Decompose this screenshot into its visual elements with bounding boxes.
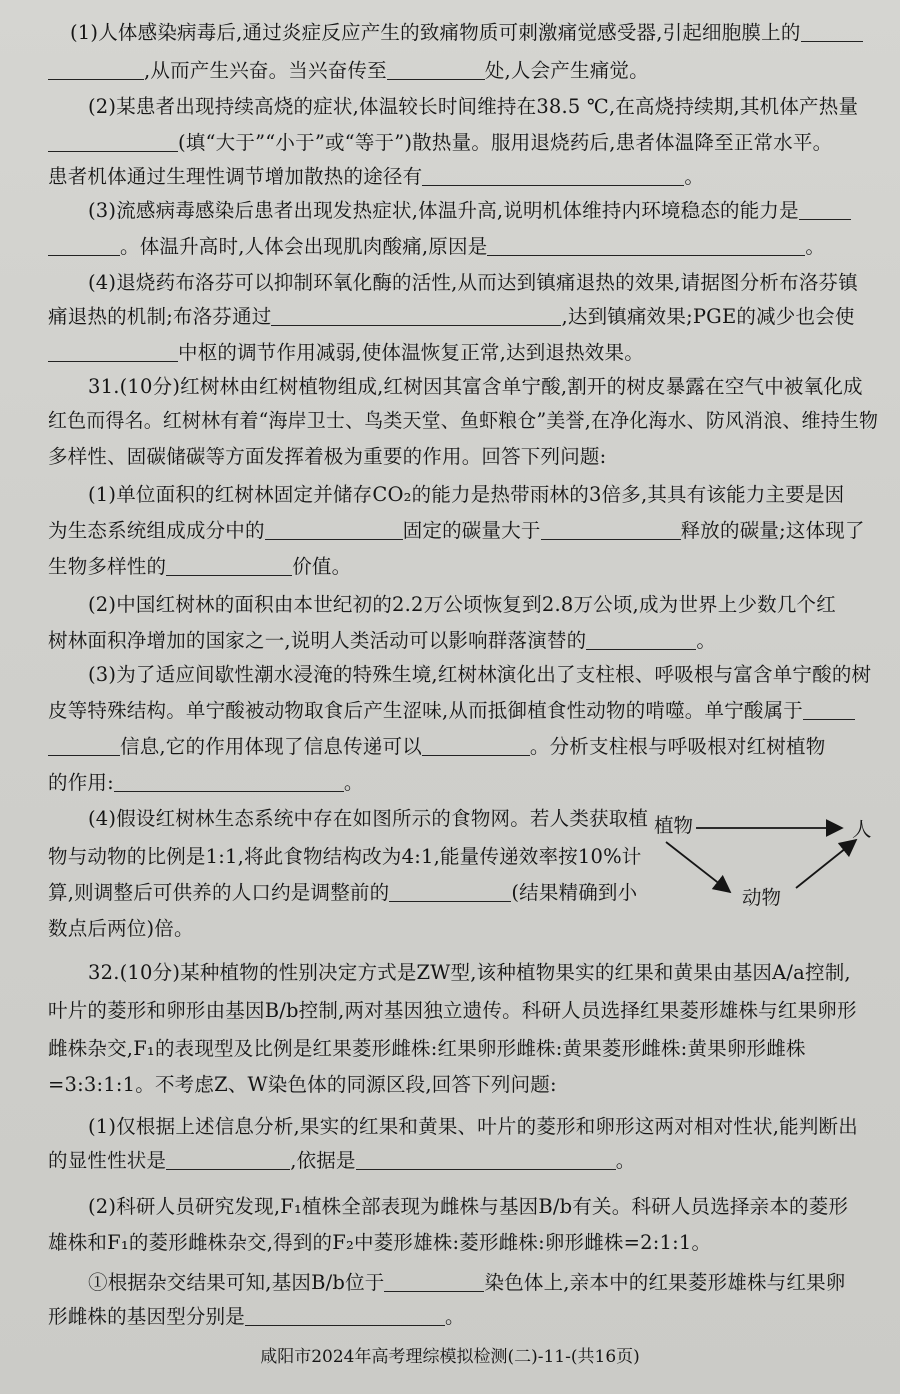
q30-p4-line3: 中枢的调节作用减弱,使体温恢复正常,达到退热效果。 bbox=[48, 334, 644, 372]
q32-line3: 雌株杂交,F₁的表现型及比例是红果菱形雌株:红果卵形雌株:黄果菱形雌株:黄果卵形雌株 bbox=[48, 1037, 806, 1060]
q30-p1-line1: (1)人体感染病毒后,通过炎症反应产生的致痛物质可刺激痛觉感受器,引起细胞膜上的 bbox=[70, 14, 863, 52]
q30-p2-line1: (2)某患者出现持续高烧的症状,体温较长时间维持在38.5 ℃,在高烧持续期,其机体产热量 bbox=[88, 95, 859, 118]
answer-blank[interactable] bbox=[586, 629, 696, 650]
q31-p3-line3: 信息,它的作用体现了信息传递可以 。分析支柱根与呼吸根对红树植物 bbox=[48, 728, 825, 766]
q32-p2-line3: ①根据杂交结果可知,基因B/b位于 染色体上,亲本中的红果菱形雄株与红果卵 bbox=[88, 1271, 846, 1294]
q30-p4-line2: 痛退热的机制;布洛芬通过 ,达到镇痛效果;PGE的减少也会使 bbox=[48, 305, 855, 328]
q31-p4-line3: 算,则调整后可供养的人口约是调整前的 (结果精确到小 bbox=[48, 881, 638, 904]
q31-p1-line3: 生物多样性的 价值。 bbox=[48, 555, 352, 578]
page-footer: 咸阳市2024年高考理综模拟检测(二)-11-(共16页) bbox=[260, 1347, 640, 1367]
q30-p3-line2: 。体温升高时,人体会出现肌肉酸痛,原因是 。 bbox=[48, 228, 825, 266]
answer-blank[interactable] bbox=[803, 699, 855, 720]
answer-blank[interactable] bbox=[166, 555, 292, 576]
answer-blank[interactable] bbox=[265, 519, 403, 540]
answer-blank[interactable] bbox=[48, 735, 120, 756]
q31-p4-line1: (4)假设红树林生态系统中存在如图所示的食物网。若人类获取植 bbox=[88, 807, 649, 830]
q32-line2: 叶片的菱形和卵形由基因B/b控制,两对基因独立遗传。科研人员选择红果菱形雄株与红果卵形 bbox=[48, 999, 857, 1022]
q31-p1-line1: (1)单位面积的红树林固定并储存CO₂的能力是热带雨林的3倍多,其具有该能力主要是因 bbox=[88, 483, 845, 506]
food-web-diagram bbox=[618, 806, 880, 912]
q32-p2-line4: 形雌株的基因型分别是 。 bbox=[48, 1305, 465, 1328]
answer-blank[interactable] bbox=[387, 59, 485, 80]
answer-blank[interactable] bbox=[166, 1149, 290, 1170]
answer-blank[interactable] bbox=[487, 235, 805, 256]
q30-p4-line1: (4)退烧药布洛芬可以抑制环氧化酶的活性,从而达到镇痛退热的效果,请据图分析布洛芬镇 bbox=[88, 271, 858, 294]
answer-blank[interactable] bbox=[48, 131, 178, 152]
q31-p3-line1: (3)为了适应间歇性潮水浸淹的特殊生境,红树林演化出了支柱根、呼吸根与富含单宁酸的树 bbox=[88, 663, 872, 686]
q31-p3-line2: 皮等特殊结构。单宁酸被动物取食后产生涩味,从而抵御植食性动物的啃噬。单宁酸属于 bbox=[48, 692, 855, 730]
node-animal: 动物 bbox=[742, 886, 782, 909]
node-human: 人 bbox=[852, 818, 872, 841]
q30-p1-line2: ,从而产生兴奋。当兴奋传至 处,人会产生痛觉。 bbox=[48, 52, 649, 90]
q32-p2-line2: 雄株和F₁的菱形雌株杂交,得到的F₂中菱形雄株:菱形雌株:卵形雌株=2:1:1。 bbox=[48, 1231, 712, 1254]
q31-line3: 多样性、固碳储碳等方面发挥着极为重要的作用。回答下列问题: bbox=[48, 445, 607, 468]
answer-blank[interactable] bbox=[422, 735, 530, 756]
arrow-animal-to-human bbox=[796, 840, 856, 888]
answer-blank[interactable] bbox=[114, 771, 344, 792]
q32-line1: 32.(10分)某种植物的性别决定方式是ZW型,该种植物果实的红果和黄果由基因A/a控制, bbox=[88, 961, 851, 984]
q31-p2-line1: (2)中国红树林的面积由本世纪初的2.2万公顷恢复到2.8万公顷,成为世界上少数几个红 bbox=[88, 593, 836, 616]
q31-p4-line2: 物与动物的比例是1:1,将此食物结构改为4:1,能量传递效率按10%计 bbox=[48, 845, 642, 868]
answer-blank[interactable] bbox=[48, 341, 178, 362]
arrow-plant-to-animal bbox=[666, 842, 730, 892]
q31-line1: 31.(10分)红树林由红树植物组成,红树因其富含单宁酸,割开的树皮暴露在空气中被氧化成 bbox=[88, 375, 863, 398]
answer-blank[interactable] bbox=[389, 881, 511, 902]
q32-p1-line1: (1)仅根据上述信息分析,果实的红果和黄果、叶片的菱形和卵形这两对相对性状,能判断出 bbox=[88, 1115, 858, 1138]
q31-p1-line2: 为生态系统组成成分中的 固定的碳量大于 释放的碳量;这体现了 bbox=[48, 519, 865, 542]
q31-p2-line2: 树林面积净增加的国家之一,说明人类活动可以影响群落演替的 。 bbox=[48, 629, 717, 652]
answer-blank[interactable] bbox=[48, 59, 144, 80]
answer-blank[interactable] bbox=[356, 1149, 616, 1170]
answer-blank[interactable] bbox=[801, 21, 863, 42]
q30-p2-line2: (填“大于”“小于”或“等于”)散热量。服用退烧药后,患者体温降至正常水平。 bbox=[48, 124, 832, 162]
q31-line2: 红色而得名。红树林有着“海岸卫士、鸟类天堂、鱼虾粮仓”美誉,在净化海水、防风消浪、维持生物 bbox=[48, 409, 879, 432]
q32-p1-line2: 的显性性状是 ,依据是 。 bbox=[48, 1149, 636, 1172]
answer-blank[interactable] bbox=[245, 1305, 445, 1326]
q32-line4: =3:3:1:1。不考虑Z、W染色体的同源区段,回答下列问题: bbox=[48, 1073, 557, 1096]
answer-blank[interactable] bbox=[48, 235, 120, 256]
answer-blank[interactable] bbox=[799, 199, 851, 220]
q30-p3-line1: (3)流感病毒感染后患者出现发热症状,体温升高,说明机体维持内环境稳态的能力是 bbox=[88, 192, 851, 230]
q31-p3-line4: 的作用: 。 bbox=[48, 771, 364, 794]
q32-p2-line1: (2)科研人员研究发现,F₁植株全部表现为雌株与基因B/b有关。科研人员选择亲本的菱形 bbox=[88, 1195, 849, 1218]
q30-p2-line3: 患者机体通过生理性调节增加散热的途径有 。 bbox=[48, 165, 705, 188]
answer-blank[interactable] bbox=[384, 1271, 484, 1292]
answer-blank[interactable] bbox=[541, 519, 681, 540]
node-plant: 植物 bbox=[654, 814, 694, 837]
answer-blank[interactable] bbox=[422, 165, 684, 186]
answer-blank[interactable] bbox=[271, 305, 561, 326]
q31-p4-line4: 数点后两位)倍。 bbox=[48, 917, 194, 940]
